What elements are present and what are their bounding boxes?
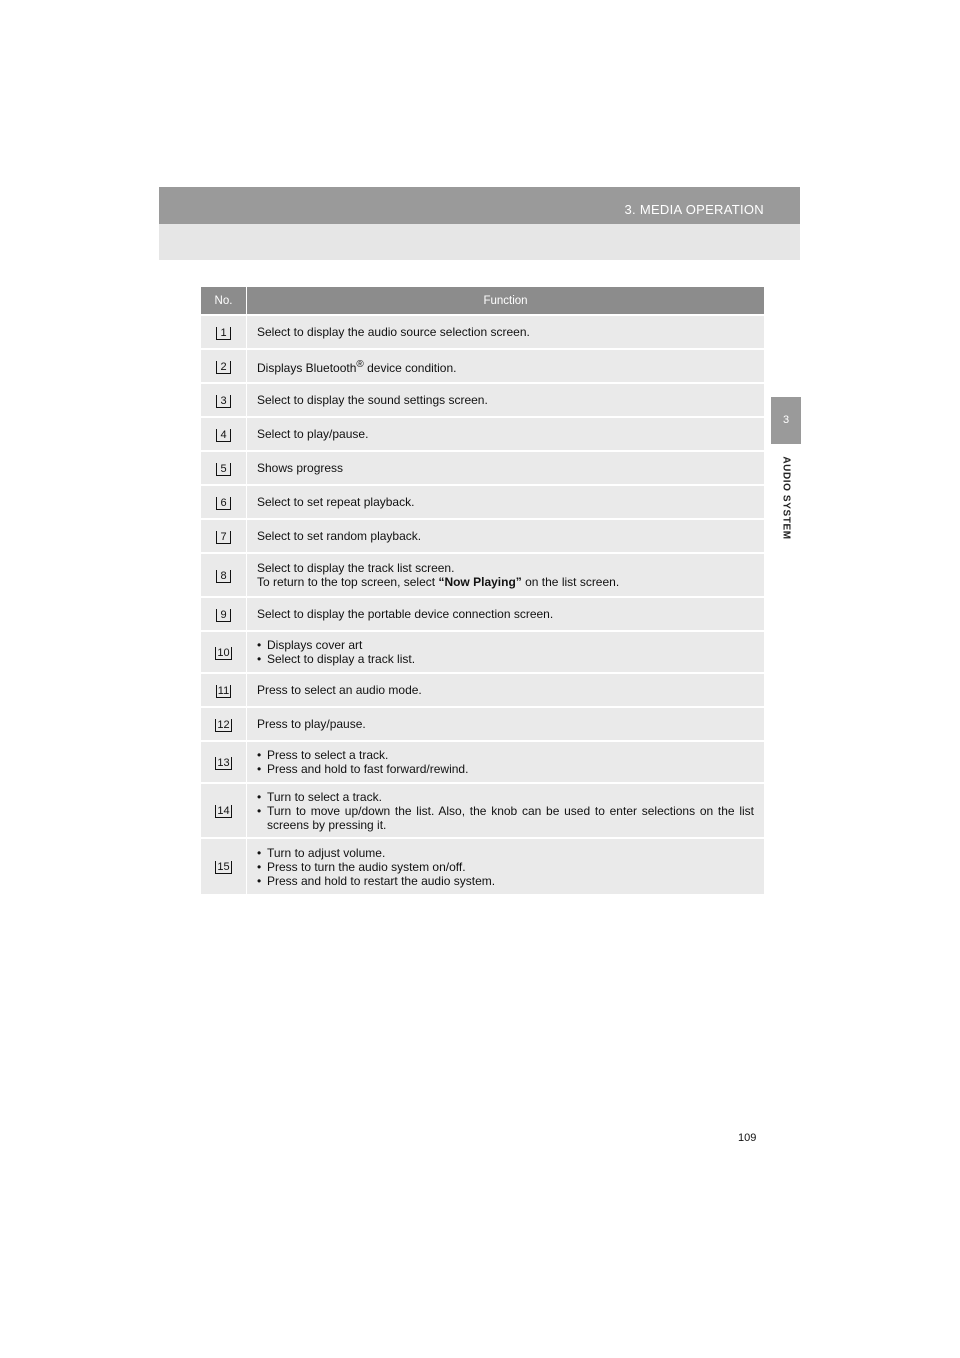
row-number	[201, 519, 247, 553]
row-function: Select to display the portable device connection screen.	[247, 597, 765, 631]
list-item: • Turn to select a track.	[257, 790, 754, 804]
table-row	[201, 315, 764, 349]
bullet-list	[257, 846, 754, 888]
list-item: • Turn to move up/down the list. Also, the knob can be used to enter selections on the list screens by pressing it.	[257, 804, 754, 832]
bullet-list	[257, 790, 754, 832]
row-function	[247, 783, 765, 838]
row-function: Select to set random playback.	[247, 519, 765, 553]
number-box: 8	[216, 570, 231, 583]
row-function: Select to display the audio source selection screen.	[247, 315, 765, 349]
row-function: Select to display the sound settings screen.	[247, 383, 765, 417]
row-number	[201, 451, 247, 485]
table-row	[201, 451, 764, 485]
number-box: 12	[217, 718, 230, 731]
table-header-row	[201, 287, 764, 315]
number-box: 2	[216, 361, 231, 374]
list-item: • Press to turn the audio system on/off.	[257, 860, 754, 874]
table-row	[201, 597, 764, 631]
number-box: 10	[217, 646, 230, 659]
now-playing-label: “Now Playing”	[438, 575, 522, 589]
table-row	[201, 631, 764, 673]
row-number	[201, 631, 247, 673]
row-text: Displays Bluetooth	[257, 360, 357, 375]
table-row	[201, 553, 764, 597]
page-number: 109	[738, 1132, 757, 1144]
table-row	[201, 383, 764, 417]
row-number	[201, 417, 247, 451]
row-function	[247, 631, 765, 673]
table-row	[201, 519, 764, 553]
table-row	[201, 783, 764, 838]
chapter-number: 3	[782, 414, 790, 426]
column-header-function: Function	[247, 287, 765, 315]
row-number	[201, 673, 247, 707]
row-number	[201, 349, 247, 383]
list-item: • Select to display a track list.	[257, 652, 754, 666]
row-number	[201, 485, 247, 519]
row-number	[201, 741, 247, 783]
number-box: 13	[217, 756, 230, 769]
number-box: 15	[217, 861, 230, 873]
row-function: Select to play/pause.	[247, 417, 765, 451]
row-number	[201, 838, 247, 894]
function-table	[201, 287, 764, 894]
row-function: Select to set repeat playback.	[247, 485, 765, 519]
chapter-tab[interactable]	[771, 397, 801, 444]
column-header-no: No.	[201, 287, 247, 315]
row-text: To return to the top screen, select	[257, 575, 439, 589]
list-item: • Displays cover art	[257, 638, 754, 652]
row-number	[201, 383, 247, 417]
number-box: 11	[217, 684, 230, 697]
number-box: 6	[216, 497, 231, 510]
row-text-line: Select to display the track list screen.	[257, 561, 455, 575]
list-item: • Press to select a track.	[257, 748, 754, 762]
number-box: 5	[216, 463, 231, 476]
list-item: • Press and hold to fast forward/rewind.	[257, 762, 754, 776]
table-row	[201, 349, 764, 383]
row-function: Press to play/pause.	[247, 707, 765, 741]
row-text-line	[257, 575, 754, 589]
bullet-list	[257, 638, 754, 666]
row-number	[201, 553, 247, 597]
section-title: 3. MEDIA OPERATION	[624, 202, 764, 217]
table-row	[201, 485, 764, 519]
number-box: 3	[216, 395, 231, 408]
row-function	[247, 553, 765, 597]
row-number	[201, 783, 247, 838]
table-row	[201, 417, 764, 451]
row-number	[201, 315, 247, 349]
list-item: • Turn to adjust volume.	[257, 846, 754, 860]
row-function	[247, 838, 765, 894]
list-item: • Press and hold to restart the audio system.	[257, 874, 754, 888]
row-number	[201, 597, 247, 631]
number-box: 9	[216, 609, 231, 622]
number-box: 4	[216, 429, 231, 442]
row-text: device condition.	[363, 360, 457, 375]
registered-mark: ®	[356, 358, 364, 370]
number-box: 1	[216, 327, 231, 340]
row-function: Shows progress	[247, 451, 765, 485]
row-function: Press to select an audio mode.	[247, 673, 765, 707]
bullet-list	[257, 748, 754, 776]
header-sub-band	[159, 224, 800, 260]
chapter-label: AUDIO SYSTEM	[780, 456, 792, 540]
row-text: on the list screen.	[521, 575, 620, 589]
header-band	[159, 187, 800, 224]
number-box: 7	[216, 531, 231, 544]
row-function	[247, 349, 765, 383]
table-row	[201, 673, 764, 707]
table-row	[201, 707, 764, 741]
table-row	[201, 838, 764, 894]
row-number	[201, 707, 247, 741]
number-box: 14	[217, 805, 230, 817]
row-function	[247, 741, 765, 783]
table-row	[201, 741, 764, 783]
